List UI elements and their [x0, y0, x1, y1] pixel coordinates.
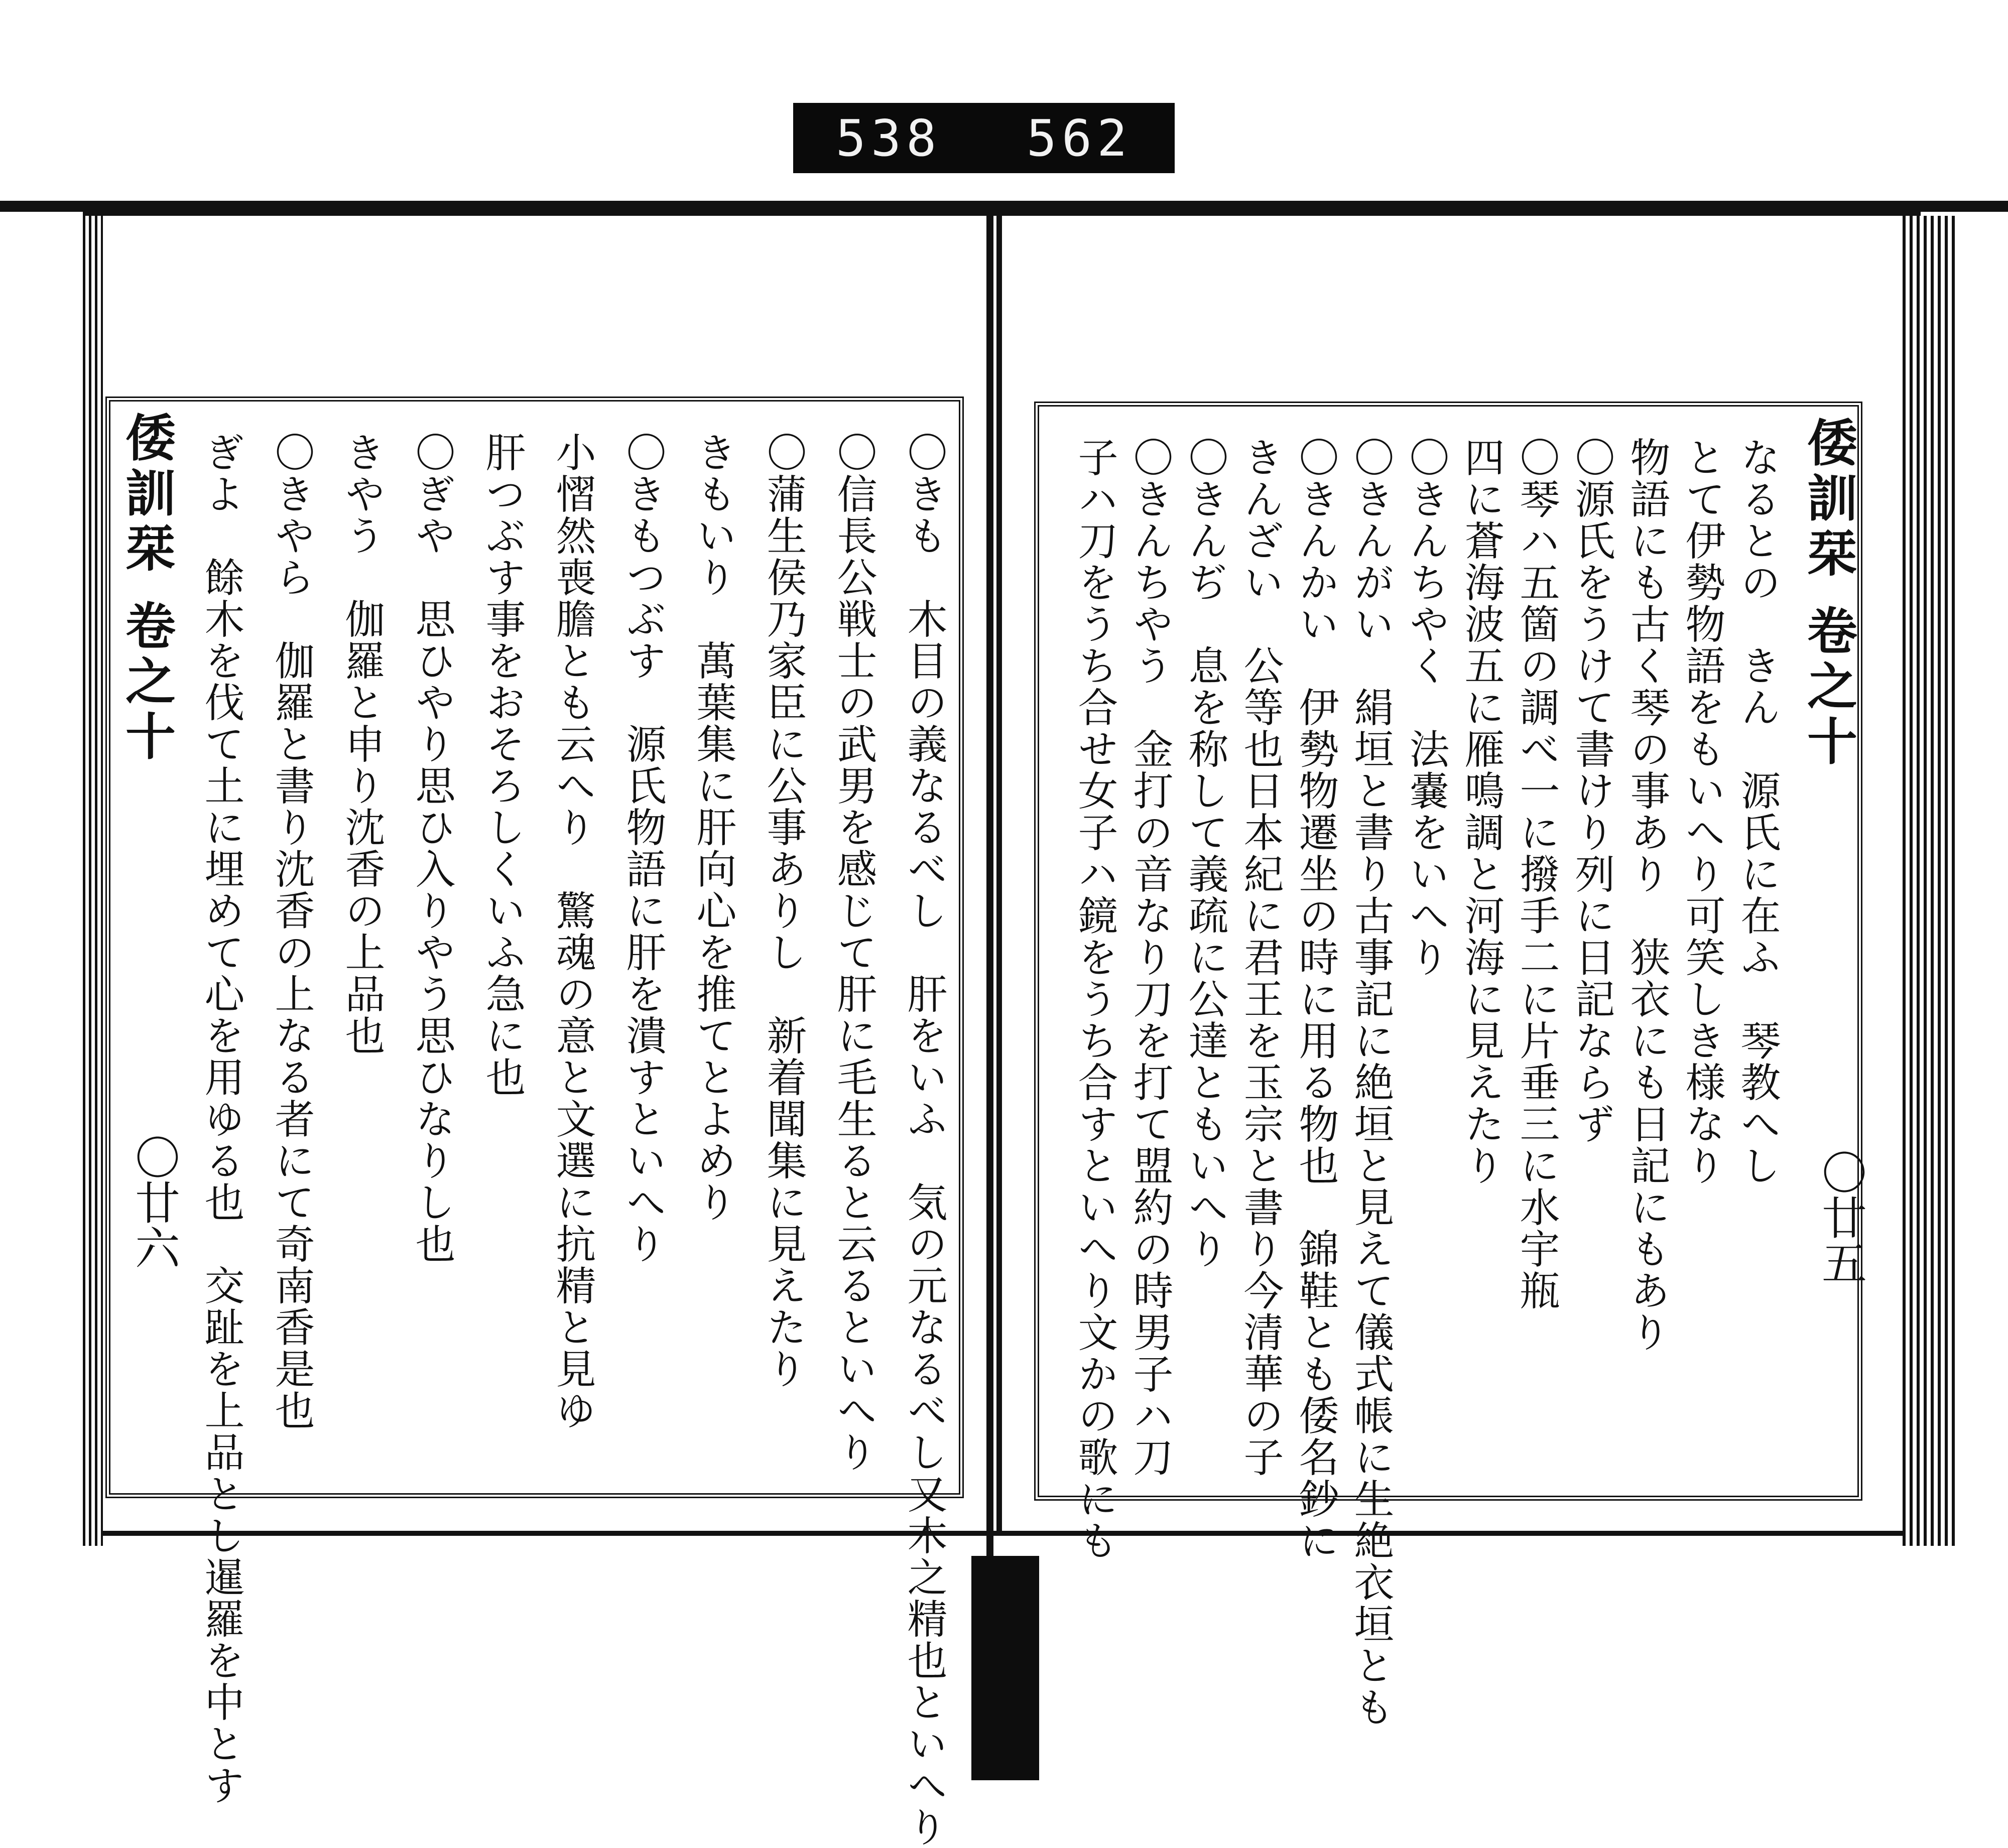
- right-column-11: 〇きんぢ 息を称して義疏に公達ともいへり: [1182, 437, 1228, 1270]
- left-column-5: 〇きもつぶす 源氏物語に肝を潰すといへり: [619, 432, 666, 1265]
- left-column-3: 〇蒲生侯乃家臣に公事ありし 新着聞集に見えたり: [760, 432, 807, 1390]
- right-column-8: 〇きんがい 絹垣と書り古事記に絶垣と見えて儀式帳に生絶衣垣とも: [1347, 437, 1394, 1728]
- left-column-8: 〇ぎや 思ひやり思ひ入りやう思ひなりし也: [409, 432, 455, 1265]
- left-column-11: ぎよ 餘木を伐て土に埋めて心を用ゆる也 交趾を上品とし暹羅を中とす: [198, 432, 244, 1806]
- left-column-9: きやう 伽羅と申り沈香の上品也: [338, 432, 385, 1057]
- right-column-13: 子ハ刀をうち合せ女子ハ鏡をうち合すといへり文かの歌にも: [1071, 437, 1118, 1561]
- spine-binding-strip: [971, 1556, 1039, 1780]
- left-column-4: きもいり 萬葉集に肝向心を推てとよめり: [690, 432, 736, 1223]
- right-column-2: とて伊勢物語をもいへり可笑しき様なり: [1679, 437, 1725, 1186]
- left-text-frame: [105, 397, 964, 1848]
- right-column-4: 〇源氏をうけて書けり列に日記ならず: [1568, 437, 1615, 1145]
- microfilm-frame-label: [793, 103, 1175, 173]
- left-column-6: 小慴然喪膽とも云へり 驚魂の意と文選に抗精と見ゆ: [549, 432, 596, 1431]
- right-column-5: 〇琴ハ五箇の調べ一に撥手二に片垂三に水宇瓶: [1513, 437, 1560, 1311]
- right-column-6: 四に蒼海波五に雁鳴調と河海に見えたり: [1458, 437, 1504, 1186]
- top-rule: [0, 201, 2008, 212]
- book-spine: [986, 211, 993, 1566]
- left-column-1: 〇きも 木目の義なるべし 肝をいふ 気の元なるべし又木之精也といへり: [901, 432, 947, 1848]
- left-page-number: 〇廿六: [127, 1134, 180, 1270]
- left-column-10: 〇きやら 伽羅と書り沈香の上なる者にて奇南香是也: [268, 432, 315, 1431]
- right-column-1: なるとの きん 源氏に在ふ 琴教へし: [1734, 437, 1781, 1186]
- right-page-edges: [1903, 216, 1958, 1546]
- left-page-edge: [83, 216, 103, 1546]
- left-column-7: 肝つぶす事をおそろしくいふ急に也: [479, 432, 526, 1098]
- frame-number-right: 562: [1026, 108, 1133, 168]
- left-page-header: 倭訓栞 卷之十: [117, 412, 176, 765]
- right-text-frame: [1034, 402, 1866, 1728]
- right-column-10: きんざい 公等也日本紀に君王を玉宗と書り今清華の子: [1237, 437, 1284, 1478]
- right-column-3: 物語にも古く琴の事あり 狭衣にも日記にもあり: [1623, 437, 1670, 1353]
- right-column-12: 〇きんちやう 金打の音なり刀を打て盟約の時男子ハ刀: [1126, 437, 1173, 1478]
- right-page-header: 倭訓栞 卷之十: [1799, 417, 1858, 770]
- frame-number-left: 538: [835, 108, 942, 168]
- right-column-9: 〇きんかい 伊勢物遷坐の時に用る物也 錦鞋とも倭名鈔に: [1292, 437, 1339, 1561]
- right-column-7: 〇きんちやく 法嚢をいへり: [1403, 437, 1449, 978]
- right-page-number: 〇廿五: [1814, 1149, 1866, 1285]
- left-column-2: 〇信長公戦士の武男を感じて肝に毛生ると云るといへり: [830, 432, 877, 1473]
